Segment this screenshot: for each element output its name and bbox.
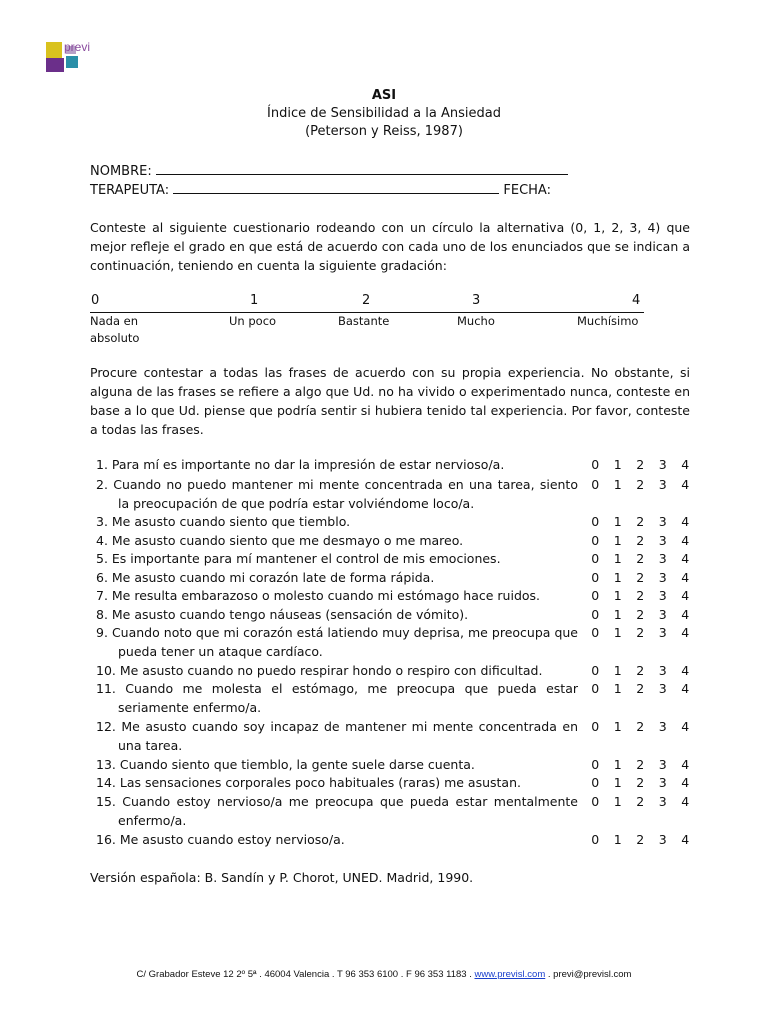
option-4[interactable]: 4: [681, 681, 690, 696]
item-row: [90, 532, 578, 551]
logo-text: previ: [64, 40, 91, 54]
option-3[interactable]: 3: [658, 588, 667, 603]
logo-square-teal: [66, 56, 78, 68]
scale-label-3: Mucho: [457, 314, 495, 328]
option-2[interactable]: 2: [636, 775, 645, 790]
scale-label-2: Bastante: [338, 314, 390, 328]
option-0[interactable]: 0: [591, 514, 600, 529]
option-0[interactable]: 0: [591, 457, 600, 472]
option-0[interactable]: 0: [591, 663, 600, 678]
option-1[interactable]: 1: [613, 533, 622, 548]
option-4[interactable]: 4: [681, 832, 690, 847]
option-2[interactable]: 2: [636, 514, 645, 529]
option-0[interactable]: 0: [591, 551, 600, 566]
option-3[interactable]: 3: [658, 832, 667, 847]
item-options: [584, 532, 697, 551]
option-2[interactable]: 2: [636, 607, 645, 622]
item-options: [584, 606, 697, 625]
option-1[interactable]: 1: [613, 757, 622, 772]
option-3[interactable]: 3: [658, 757, 667, 772]
option-1[interactable]: 1: [613, 457, 622, 472]
option-0[interactable]: 0: [591, 757, 600, 772]
option-1[interactable]: 1: [613, 514, 622, 529]
item-options: [584, 513, 697, 532]
option-2[interactable]: 2: [636, 719, 645, 734]
logo-square-purple: [46, 58, 64, 72]
item-text: 16. Me asusto cuando estoy nervioso/a.: [96, 832, 345, 847]
item-text: 5. Es importante para mí mantener el control de mis emociones.: [96, 551, 501, 566]
item-text: 12. Me asusto cuando soy incapaz de mantener mi mente concentrada en una tarea.: [96, 719, 578, 753]
option-0[interactable]: 0: [591, 533, 600, 548]
terapeuta-label: TERAPEUTA:: [90, 183, 170, 198]
option-3[interactable]: 3: [658, 625, 667, 640]
item-text: 1. Para mí es importante no dar la impresión de estar nervioso/a.: [96, 457, 505, 472]
option-4[interactable]: 4: [681, 514, 690, 529]
version-note: Versión española: B. Sandín y P. Chorot, UNED. Madrid, 1990.: [90, 870, 474, 885]
scale-num-4: 4: [632, 293, 641, 308]
item-options: [584, 774, 697, 793]
option-1[interactable]: 1: [613, 681, 622, 696]
option-3[interactable]: 3: [658, 570, 667, 585]
logo-square-yellow: [46, 42, 62, 58]
item-options: [584, 662, 697, 681]
scale-label-1: Un poco: [229, 314, 277, 328]
terapeuta-input-line[interactable]: [173, 181, 499, 194]
item-row: [90, 718, 578, 755]
option-2[interactable]: 2: [636, 477, 645, 492]
option-3[interactable]: 3: [658, 514, 667, 529]
item-text: 9. Cuando noto que mi corazón está latiendo muy deprisa, me preocupa que pueda tener un ataque cardíaco.: [96, 625, 578, 659]
option-4[interactable]: 4: [681, 757, 690, 772]
scale-num-1: 1: [250, 293, 259, 308]
option-1[interactable]: 1: [613, 832, 622, 847]
questionnaire-citation: (Peterson y Reiss, 1987): [305, 124, 463, 139]
item-text: 14. Las sensaciones corporales poco habituales (raras) me asustan.: [96, 775, 521, 790]
option-1[interactable]: 1: [613, 588, 622, 603]
option-3[interactable]: 3: [658, 775, 667, 790]
option-2[interactable]: 2: [636, 551, 645, 566]
item-row: [90, 680, 578, 717]
option-2[interactable]: 2: [636, 457, 645, 472]
item-options: [584, 624, 697, 643]
option-3[interactable]: 3: [658, 681, 667, 696]
option-3[interactable]: 3: [658, 607, 667, 622]
scale-num-2: 2: [362, 293, 371, 308]
footer-address: C/ Grabador Esteve 12 2º 5ª . 46004 Valencia . T 96 353 6100 . F 96 353 1183 .: [136, 969, 475, 980]
item-options: [584, 831, 697, 850]
option-0[interactable]: 0: [591, 588, 600, 603]
option-4[interactable]: 4: [681, 588, 690, 603]
option-4[interactable]: 4: [681, 607, 690, 622]
option-4[interactable]: 4: [681, 533, 690, 548]
item-options: [584, 793, 697, 812]
item-text: 15. Cuando estoy nervioso/a me preocupa que pueda estar mentalmente enfermo/a.: [96, 794, 578, 828]
item-row: [90, 793, 578, 830]
option-2[interactable]: 2: [636, 681, 645, 696]
option-4[interactable]: 4: [681, 551, 690, 566]
option-2[interactable]: 2: [636, 588, 645, 603]
nombre-label: NOMBRE:: [90, 164, 152, 179]
previ-logo: [46, 42, 116, 76]
item-row: [90, 774, 578, 793]
option-0[interactable]: 0: [591, 570, 600, 585]
option-0[interactable]: 0: [591, 775, 600, 790]
option-0[interactable]: 0: [591, 607, 600, 622]
item-row: [90, 662, 578, 681]
item-options: [584, 550, 697, 569]
item-row: [90, 756, 578, 775]
item-row: [90, 624, 578, 661]
item-options: [584, 476, 697, 495]
item-row: [90, 550, 578, 569]
item-options: [584, 718, 697, 737]
item-text: 3. Me asusto cuando siento que tiemblo.: [96, 514, 351, 529]
option-0[interactable]: 0: [591, 794, 600, 809]
option-1[interactable]: 1: [613, 477, 622, 492]
scale-label-0: Nada en absoluto: [90, 314, 140, 345]
item-options: [584, 587, 697, 606]
item-text: 13. Cuando siento que tiemblo, la gente suele darse cuenta.: [96, 757, 475, 772]
questionnaire-code: ASI: [371, 88, 397, 103]
instructions-2: Procure contestar a todas las frases de acuerdo con su propia experiencia. No obstante, si alguna de las frases se refiere a algo que Ud. no ha vivido o experimentado nunca, conteste en base a lo que Ud. piense que podría sentir si hubiera tenido tal experiencia. Por favor, conteste a todas las frases.: [90, 365, 690, 437]
fecha-label: FECHA:: [503, 183, 551, 198]
item-row: [90, 456, 578, 475]
scale-num-0: 0: [91, 293, 100, 308]
nombre-field: [90, 162, 568, 179]
item-options: [584, 456, 697, 475]
item-row: [90, 513, 578, 532]
option-1[interactable]: 1: [613, 570, 622, 585]
option-4[interactable]: 4: [681, 719, 690, 734]
option-1[interactable]: 1: [613, 551, 622, 566]
option-2[interactable]: 2: [636, 832, 645, 847]
option-1[interactable]: 1: [613, 607, 622, 622]
option-3[interactable]: 3: [658, 477, 667, 492]
item-row: [90, 476, 578, 513]
option-2[interactable]: 2: [636, 570, 645, 585]
option-1[interactable]: 1: [613, 663, 622, 678]
option-3[interactable]: 3: [658, 794, 667, 809]
item-row: [90, 569, 578, 588]
item-row: [90, 831, 578, 850]
option-4[interactable]: 4: [681, 477, 690, 492]
option-4[interactable]: 4: [681, 663, 690, 678]
item-text: 10. Me asusto cuando no puedo respirar hondo o respiro con dificultad.: [96, 663, 543, 678]
scale-label-4: Muchísimo: [577, 314, 639, 328]
option-2[interactable]: 2: [636, 533, 645, 548]
item-row: [90, 587, 578, 606]
option-4[interactable]: 4: [681, 457, 690, 472]
option-3[interactable]: 3: [658, 533, 667, 548]
item-text: 2. Cuando no puedo mantener mi mente concentrada en una tarea, siento la preocupación de que podría estar volviéndome loco/a.: [96, 477, 578, 511]
option-0[interactable]: 0: [591, 681, 600, 696]
item-row: [90, 606, 578, 625]
item-text: 8. Me asusto cuando tengo náuseas (sensación de vómito).: [96, 607, 469, 622]
instructions: Conteste al siguiente cuestionario rodeando con un círculo la alternativa (0, 1, 2, 3, 4) que mejor refleje el grado en que está de acuerdo con cada uno de los enunciados que se indican a continuación, teniendo en cuenta la siguiente gradación:: [90, 220, 690, 273]
item-text: 7. Me resulta embarazoso o molesto cuando mi estómago hace ruidos.: [96, 588, 541, 603]
option-1[interactable]: 1: [613, 719, 622, 734]
option-0[interactable]: 0: [591, 832, 600, 847]
option-4[interactable]: 4: [681, 794, 690, 809]
option-3[interactable]: 3: [658, 551, 667, 566]
option-0[interactable]: 0: [591, 625, 600, 640]
option-3[interactable]: 3: [658, 719, 667, 734]
option-1[interactable]: 1: [613, 625, 622, 640]
item-text: 11. Cuando me molesta el estómago, me preocupa que pueda estar seriamente enfermo/a.: [96, 681, 578, 715]
option-4[interactable]: 4: [681, 775, 690, 790]
option-4[interactable]: 4: [681, 570, 690, 585]
option-2[interactable]: 2: [636, 757, 645, 772]
option-3[interactable]: 3: [658, 457, 667, 472]
option-0[interactable]: 0: [591, 719, 600, 734]
nombre-input-line[interactable]: [156, 162, 568, 175]
option-3[interactable]: 3: [658, 663, 667, 678]
terapeuta-field: [90, 181, 551, 198]
option-4[interactable]: 4: [681, 625, 690, 640]
option-0[interactable]: 0: [591, 477, 600, 492]
footer-email: . previ@previsl.com: [545, 969, 632, 980]
footer: [0, 969, 768, 980]
questionnaire-title: Índice de Sensibilidad a la Ansiedad: [267, 106, 501, 121]
footer-web-link[interactable]: www.previsl.com: [474, 969, 546, 980]
option-2[interactable]: 2: [636, 625, 645, 640]
item-options: [584, 680, 697, 699]
option-2[interactable]: 2: [636, 663, 645, 678]
item-options: [584, 569, 697, 588]
item-text: 4. Me asusto cuando siento que me desmayo o me mareo.: [96, 533, 464, 548]
scale-num-3: 3: [472, 293, 481, 308]
option-1[interactable]: 1: [613, 775, 622, 790]
item-options: [584, 756, 697, 775]
item-text: 6. Me asusto cuando mi corazón late de forma rápida.: [96, 570, 435, 585]
option-2[interactable]: 2: [636, 794, 645, 809]
option-1[interactable]: 1: [613, 794, 622, 809]
